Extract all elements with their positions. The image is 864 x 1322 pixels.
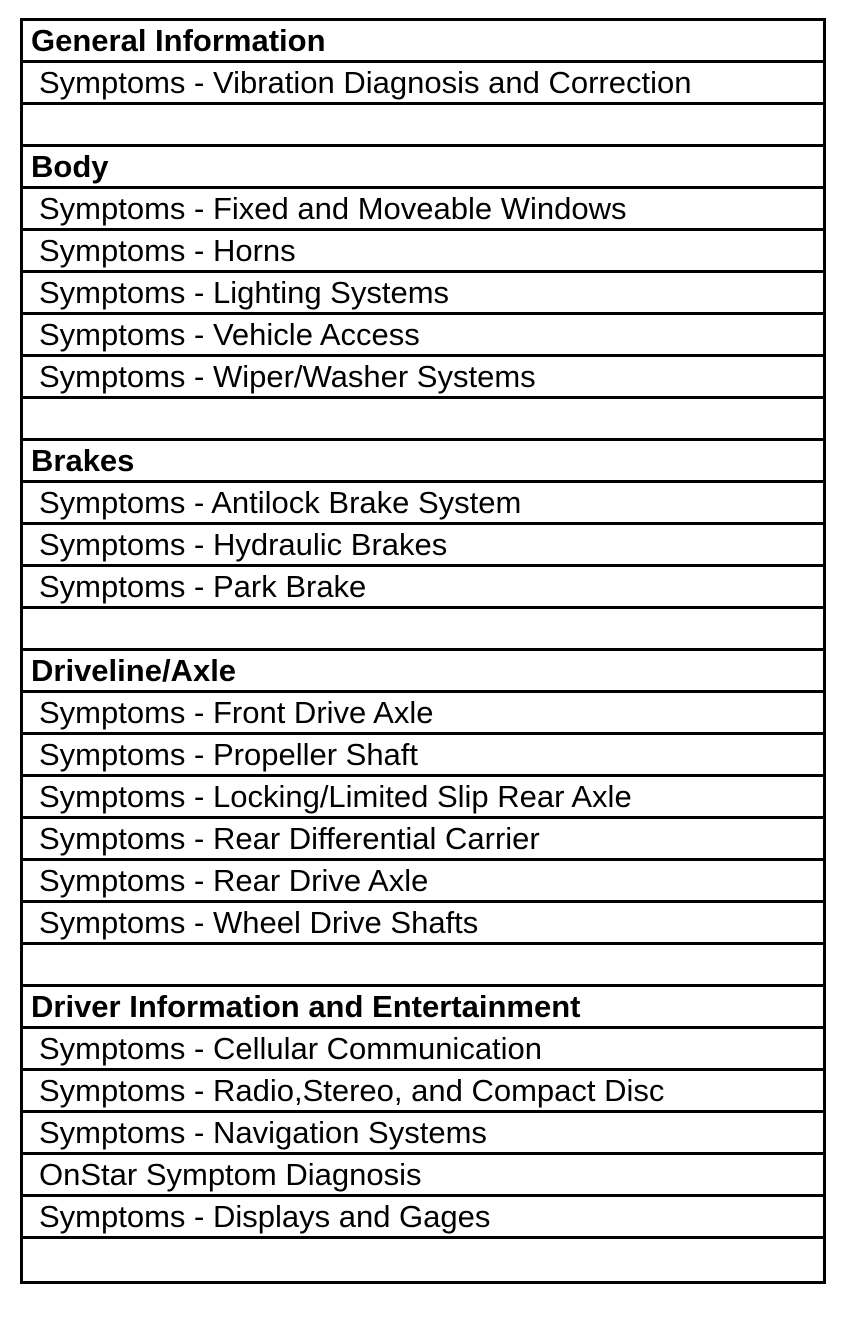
symptom-link[interactable]: OnStar Symptom Diagnosis	[23, 1155, 823, 1197]
symptom-link[interactable]: Symptoms - Wiper/Washer Systems	[23, 357, 823, 399]
section-header: Driveline/Axle	[23, 651, 823, 693]
section-header: Brakes	[23, 441, 823, 483]
symptom-link[interactable]: Symptoms - Displays and Gages	[23, 1197, 823, 1239]
section-header: Driver Information and Entertainment	[23, 987, 823, 1029]
blank-spacer-row	[23, 399, 823, 441]
symptoms-table	[20, 18, 826, 1284]
symptom-link[interactable]: Symptoms - Navigation Systems	[23, 1113, 823, 1155]
symptom-link[interactable]: Symptoms - Locking/Limited Slip Rear Axle	[23, 777, 823, 819]
symptom-link[interactable]: Symptoms - Vibration Diagnosis and Correction	[23, 63, 823, 105]
symptom-link[interactable]: Symptoms - Propeller Shaft	[23, 735, 823, 777]
symptom-link[interactable]: Symptoms - Vehicle Access	[23, 315, 823, 357]
symptom-link[interactable]: Symptoms - Lighting Systems	[23, 273, 823, 315]
blank-spacer-row	[23, 105, 823, 147]
blank-spacer-row	[23, 609, 823, 651]
section-header: Body	[23, 147, 823, 189]
symptom-link[interactable]: Symptoms - Park Brake	[23, 567, 823, 609]
symptom-link[interactable]: Symptoms - Hydraulic Brakes	[23, 525, 823, 567]
blank-spacer-row	[23, 1239, 823, 1281]
symptom-link[interactable]: Symptoms - Horns	[23, 231, 823, 273]
symptom-link[interactable]: Symptoms - Fixed and Moveable Windows	[23, 189, 823, 231]
blank-spacer-row	[23, 945, 823, 987]
symptom-link[interactable]: Symptoms - Rear Differential Carrier	[23, 819, 823, 861]
symptom-link[interactable]: Symptoms - Front Drive Axle	[23, 693, 823, 735]
symptom-link[interactable]: Symptoms - Radio,Stereo, and Compact Disc	[23, 1071, 823, 1113]
section-header: General Information	[23, 21, 823, 63]
symptom-link[interactable]: Symptoms - Rear Drive Axle	[23, 861, 823, 903]
symptom-link[interactable]: Symptoms - Wheel Drive Shafts	[23, 903, 823, 945]
symptom-link[interactable]: Symptoms - Cellular Communication	[23, 1029, 823, 1071]
symptom-link[interactable]: Symptoms - Antilock Brake System	[23, 483, 823, 525]
